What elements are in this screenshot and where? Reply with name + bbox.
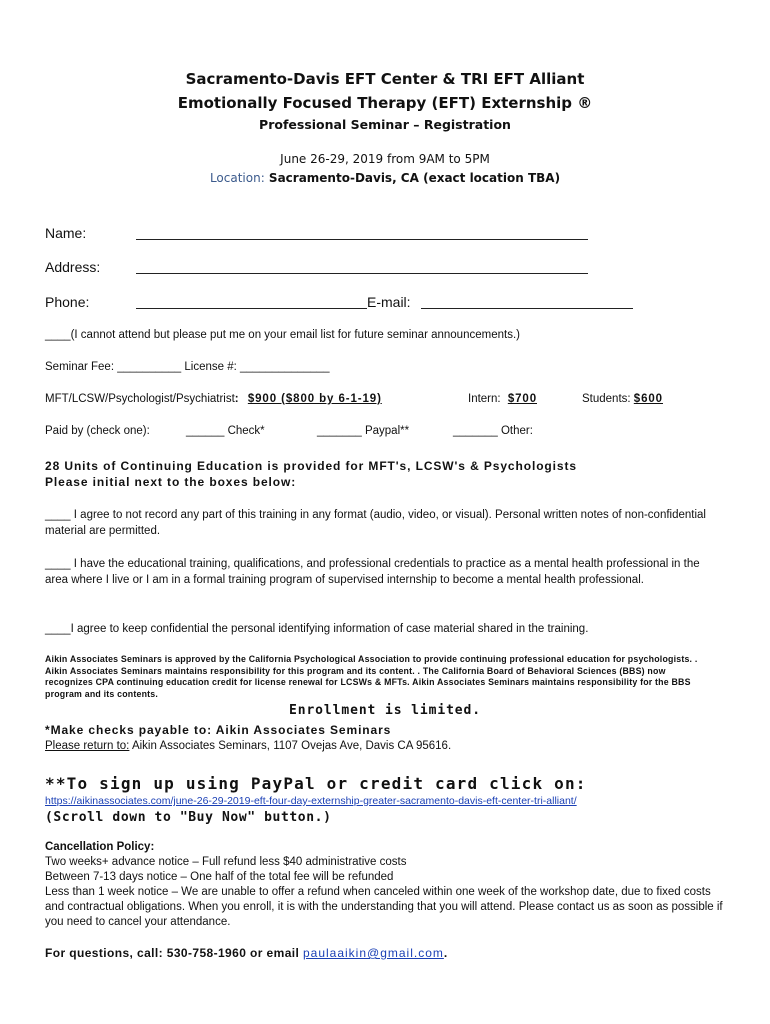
agreement-confidentiality[interactable]: ____I agree to keep confidential the personal identifying information of case material shared in the training. [45,623,589,635]
event-date: June 26-29, 2019 from 9AM to 5PM [280,152,490,166]
event-location [0,171,770,185]
other-option[interactable]: _______ Other: [453,425,533,437]
contact-line [45,946,448,960]
email-field[interactable] [421,308,633,309]
phone-field[interactable] [136,308,367,309]
scroll-instructions: (Scroll down to "Buy Now" button.) [45,810,332,825]
return-label: Please return to: [45,740,130,752]
page-title: Sacramento-Davis EFT Center & TRI EFT Alliant [185,70,585,88]
professional-fee: MFT/LCSW/Psychologist/Psychiatrist: $900 ($800 by 6-1-19) [45,393,382,405]
checks-payable: *Make checks payable to: Aikin Associates Seminars [45,723,392,737]
contact-text: For questions, call: 530-758-1960 or email [45,946,303,960]
paid-by-label: Paid by (check one): [45,425,150,437]
students-fee [582,393,663,405]
students-price: $600 [633,393,663,405]
mft-price: $900 ($800 by 6-1-19) [247,393,382,405]
intern-fee [468,393,537,405]
registration-link[interactable]: https://aikinassociates.com/june-26-29-2019-eft-four-day-externship-greater-sacramento-davis-eft-center-tri-alliant/ [45,795,577,807]
intern-price: $700 [507,393,537,405]
agreement-recording[interactable]: ____ I agree to not record any part of this training in any format (audio, video, or visual). Personal written notes of non-confidential material are permitted. [45,509,706,537]
cancellation-line-1: Two weeks+ advance notice – Full refund less $40 administrative costs [45,856,407,868]
registration-heading: Professional Seminar – Registration [259,117,511,132]
address-field[interactable] [136,273,588,274]
cancellation-heading: Cancellation Policy: [45,841,155,853]
name-label: Name: [45,225,87,241]
location-value: Sacramento-Davis, CA (exact location TBA) [268,171,561,185]
address-label: Address: [45,259,101,275]
name-field[interactable] [136,239,588,240]
location-label: Location: [209,171,265,185]
students-label: Students: [582,393,631,405]
phone-label: Phone: [45,294,90,310]
approval-statement: Aikin Associates Seminars is approved by the California Psychological Association to provide continuing professional education for psychologists. . Aikin Associates Seminars maintains responsibility for this program and its content. . The California Board of Behavioral Sciences (BBS) now recognizes CPA continuing education credit for license renewal for LCSWs & MFTs. Aikin Associates Seminars maintains responsibility for the BBS program and its contents. [45,654,698,699]
cancellation-line-3: Less than 1 week notice – We are unable to offer a refund when canceled within one week of the workshop date, due to fixed costs and contractual obligations. When you enroll, it is with the understanding that you will attend. Please contact us as soon as possible if you need to cancel your attendance. [45,886,723,928]
seminar-fee-line[interactable]: Seminar Fee: __________ License #: ______________ [45,361,330,373]
paypal-option[interactable]: _______ Paypal** [317,425,410,437]
return-address-value: Aikin Associates Seminars, 1107 Ovejas Ave, Davis CA 95616. [129,740,452,752]
intern-label: Intern: [468,393,501,405]
mailing-list-option[interactable]: ____(I cannot attend but please put me on your email list for future seminar announcements.) [45,329,520,341]
cancellation-line-2: Between 7-13 days notice – One half of the total fee will be refunded [45,871,394,883]
enrollment-notice: Enrollment is limited. [289,703,481,718]
mft-label: MFT/LCSW/Psychologist/Psychiatrist [45,393,235,405]
agreement-credentials[interactable]: ____ I have the educational training, qualifications, and professional credentials to practice as a mental health professional in the area where I live or I am in a formal training program of supervised internship to become a mental health professional. [45,558,700,586]
contact-email-link[interactable]: paulaaikin@gmail.com [302,946,444,960]
return-address [45,740,451,752]
ce-units-heading: 28 Units of Continuing Education is provided for MFT's, LCSW's & Psychologists [45,459,577,473]
check-option[interactable]: ______ Check* [186,425,265,437]
initial-instructions: Please initial next to the boxes below: [45,475,297,489]
page-subtitle: Emotionally Focused Therapy (EFT) Externship ® [177,94,593,112]
email-label: E-mail: [367,294,411,310]
paypal-heading: **To sign up using PayPal or credit card click on: [45,774,587,793]
contact-end: . [443,946,448,960]
